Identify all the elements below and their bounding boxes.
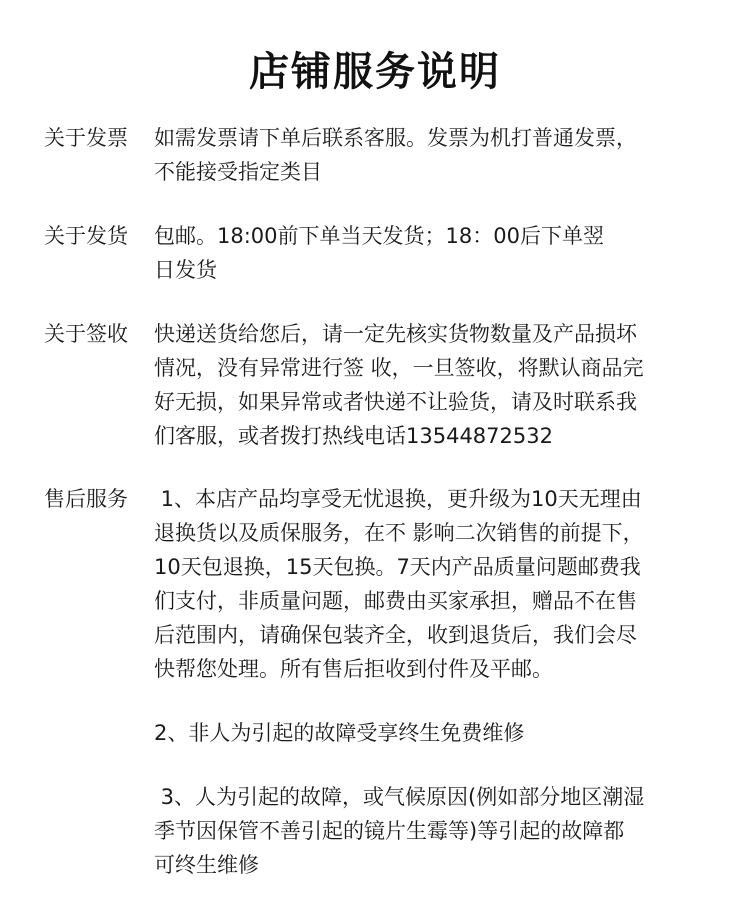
content-line: 快递送货给您后，请一定先核实货物数量及产品损坏	[154, 322, 637, 346]
content-line: 后范围内，请确保包装齐全，收到退货后，我们会尽	[154, 623, 637, 647]
content-line: 1、本店产品均享受无忧退换，更升级为10天无理由	[154, 487, 642, 511]
content-line: 2、非人为引起的故障受享终生免费维修	[154, 721, 525, 745]
paragraph-gap	[154, 686, 724, 716]
section-receipt	[44, 317, 724, 453]
content-line: 快帮您处理。所有售后拒收到付件及平邮。	[154, 657, 553, 681]
section-content-after-sales	[154, 482, 724, 882]
content-line: 们支付，非质量问题，邮费由买家承担，赠品不在售	[154, 589, 637, 613]
after-sales-paragraph-2	[154, 716, 724, 750]
section-label-invoice: 关于发票	[44, 126, 128, 150]
section-after-sales	[44, 482, 724, 882]
content-line: 不能接受指定类目	[154, 160, 322, 184]
content-line: 10天包退换，15天包换。7天内产品质量问题邮费我	[154, 555, 641, 579]
section-content-shipping	[154, 219, 724, 287]
after-sales-paragraph-3	[154, 780, 724, 882]
content-line: 包邮。18:00前下单当天发货；18：00后下单翌	[154, 224, 604, 248]
content-line: 3、人为引起的故障，或气候原因(例如部分地区潮湿	[154, 785, 645, 809]
content-line: 退换货以及质保服务，在不 影响二次销售的前提下，	[154, 521, 644, 545]
content-line: 如需发票请下单后联系客服。发票为机打普通发票，	[154, 126, 637, 150]
section-shipping	[44, 219, 724, 287]
section-label-shipping: 关于发货	[44, 224, 128, 248]
section-invoice	[44, 121, 724, 189]
page-title: 店铺服务说明	[249, 49, 501, 95]
content-line: 可终生维修	[154, 853, 259, 877]
after-sales-paragraph-1	[154, 482, 724, 686]
content-line: 情况，没有异常进行签 收，一旦签收，将默认商品完	[154, 356, 644, 380]
section-label-after-sales: 售后服务	[44, 487, 128, 511]
section-label-receipt: 关于签收	[44, 322, 128, 346]
content-line: 好无损，如果异常或者快递不让验货，请及时联系我	[154, 390, 637, 414]
paragraph-gap	[154, 750, 724, 780]
content-line: 们客服，或者拨打热线电话13544872532	[154, 424, 553, 448]
section-content-receipt	[154, 317, 724, 453]
content-line: 季节因保管不善引起的镜片生霉等)等引起的故障都	[154, 819, 625, 843]
section-content-invoice	[154, 121, 724, 189]
content-line: 日发货	[154, 258, 217, 282]
